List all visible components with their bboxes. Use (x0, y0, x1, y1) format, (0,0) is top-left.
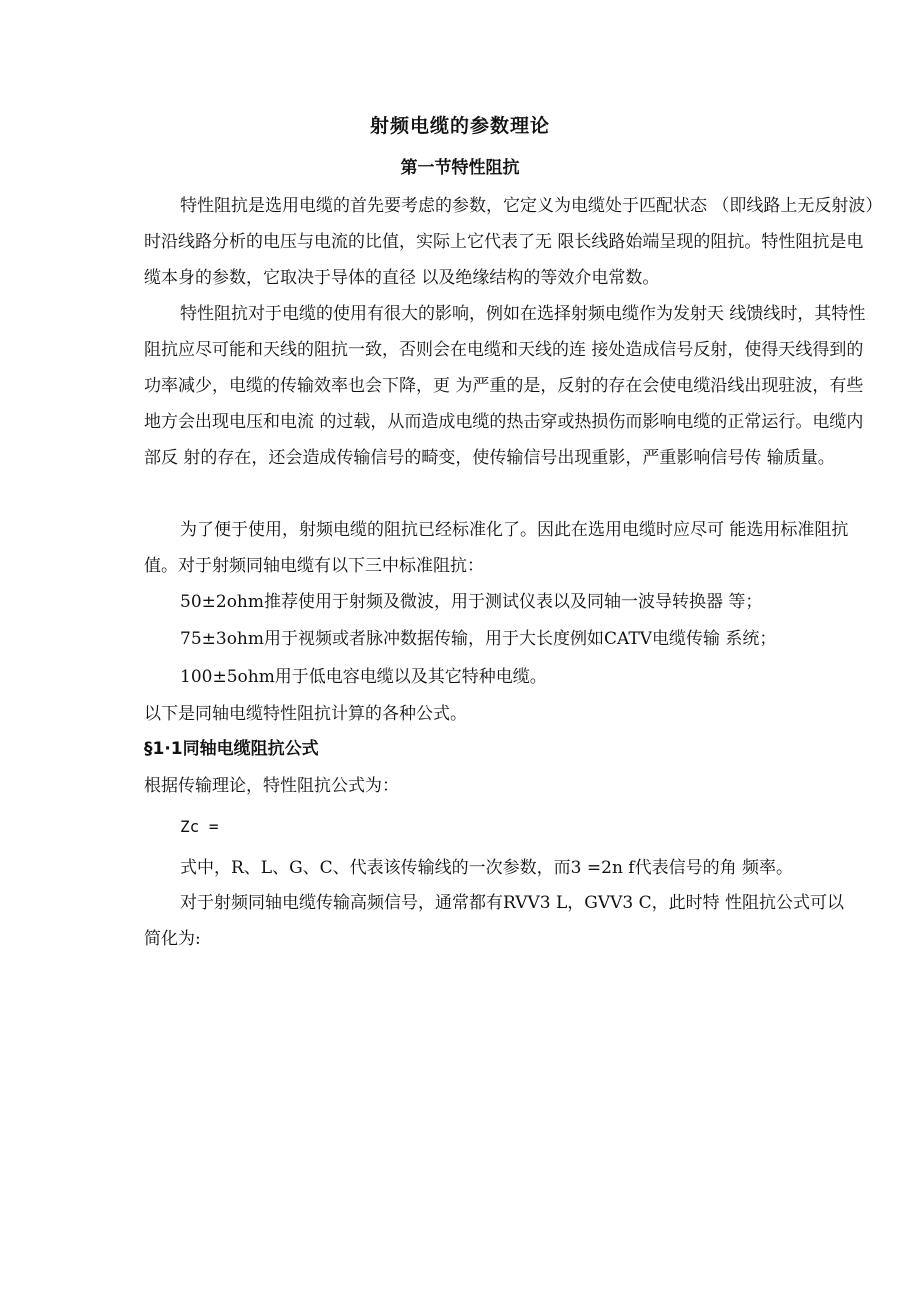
paragraph-characteristic-impedance-definition: 特性阻抗是选用电缆的首先要考虑的参数，它定义为电缆处于匹配状态 （即线路上无反射波）时沿线路分析的电压与电流的比值，实际上它代表了无 限长线路始端呈现的阻抗。特性阻抗是电缆本身的参数，它取决于导体的直径 以及绝缘结构的等效介电常数。 (144, 196, 874, 288)
simplified-formula-intro-line1: 对于射频同轴电缆传输高频信号，通常都有RVV3 L，GVV3 C，此时特 性阻抗公式可以 (180, 893, 845, 913)
paragraph-impedance-effects: 特性阻抗对于电缆的使用有很大的影响，例如在选择射频电缆作为发射天 线馈线时，其特性阻抗应尽可能和天线的阻抗一致，否则会在电缆和天线的连 接处造成信号反射，使得天线得到的功率减少，电缆的传输效率也会下降，更 为严重的是，反射的存在会使电缆沿线出现驻波，有些地方会出现电压和电流 的过载，从而造成电缆的热击穿或热损伤而影响电缆的正常运行。电缆内部反 射的存在，还会造成传输信号的畸变，使传输信号出现重影，严重影响信号传 输质量。 (144, 304, 866, 468)
section-title: 第一节特性阻抗 (400, 158, 520, 178)
standard-impedance-75: 75±3ohm用于视频或者脉冲数据传输，用于大长度例如CATV电缆传输 系统； (180, 629, 777, 649)
document-title: 射频电缆的参数理论 (369, 115, 550, 137)
subsection-heading: §1·1同轴电缆阻抗公式 (144, 739, 319, 759)
theory-intro: 根据传输理论，特性阻抗公式为： (144, 776, 399, 796)
characteristic-impedance-formula: Zc = (180, 817, 219, 836)
simplified-formula-intro-line2: 简化为: (144, 929, 201, 949)
formula-explanation: 式中，R、L、G、C、代表该传输线的一次参数，而3 =2n f代表信号的角 频率。 (180, 858, 794, 878)
standard-impedance-100: 100±5ohm用于低电容电缆以及其它特种电缆。 (180, 667, 547, 687)
standard-impedance-50: 50±2ohm推荐使用于射频及微波，用于测试仪表以及同轴一波导转换器 等； (180, 592, 763, 612)
formulas-intro: 以下是同轴电缆特性阻抗计算的各种公式。 (144, 704, 467, 724)
paragraph-standardization: 为了便于使用，射频电缆的阻抗已经标准化了。因此在选用电缆时应尽可 能选用标准阻抗值。对于射频同轴电缆有以下三中标准阻抗： (144, 520, 849, 576)
